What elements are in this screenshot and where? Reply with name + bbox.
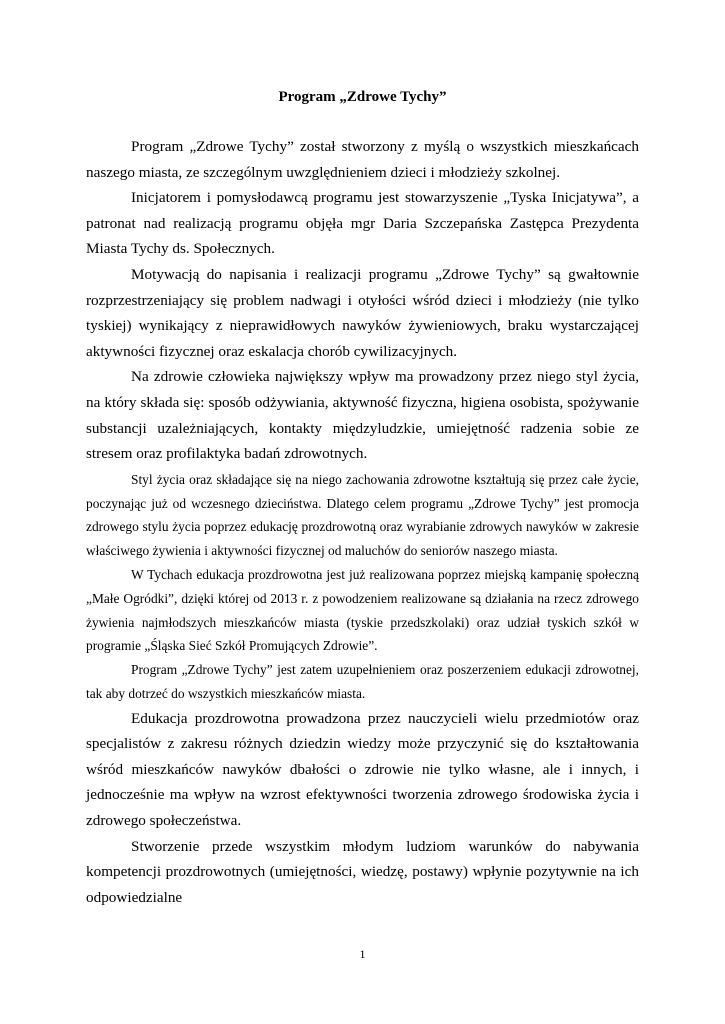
paragraph-program-goal: Styl życia oraz składające się na niego zachowania zdrowotne kształtują się przez całe życie, poczynając już od wczesnego dzieciństwa. Dlatego celem programu „Zdrowe Tychy” jest promocja zdrowego stylu życia poprzez edukację prozdrowotną oraz wyrabianie zdrowych nawyków w zakresie właściwego żywienia i aktywności fizycznej od maluchów do seniorów naszego miasta. — [86, 471, 639, 559]
paragraph-competences: Stworzenie przede wszystkim młodym ludziom warunków do nabywania kompetencji prozdrowotnych (umiejętności, wiedzę, postawy) wpłynie pozytywnie na ich odpowiedzialne — [86, 837, 639, 906]
page-number: 1 — [359, 947, 366, 961]
paragraph-intro: Program „Zdrowe Tychy” został stworzony z myślą o wszystkich mieszkańcach naszego miasta, ze szczególnym uwzględnieniem dzieci i młodzieży szkolnej. — [86, 138, 639, 181]
document-page — [86, 88, 639, 910]
paragraph-supplement: Program „Zdrowe Tychy” jest zatem uzupełnieniem oraz poszerzeniem edukacji zdrowotnej, tak aby dotrzeć do wszystkich mieszkańców miasta. — [86, 662, 639, 701]
paragraph-health-education: Edukacja prozdrowotna prowadzona przez nauczycieli wielu przedmiotów oraz specjalistów z zakresu różnych dziedzin wiedzy może przyczynić się do kształtowania wśród mieszkańców nawyków dbałości o zdrowie nie tylko własne, ale i innych, i jednocześnie ma wpływ na wzrost efektywności tworzenia zdrowego środowiska życia i zdrowego społeczeństwa. — [86, 709, 639, 830]
paragraph-initiator: Inicjatorem i pomysłodawcą programu jest stowarzyszenie „Tyska Inicjatywa”, a patronat nad realizacją programu objęła mgr Daria Szczepańska Zastępca Prezydenta Miasta Tychy ds. Społecznych. — [86, 189, 639, 258]
paragraph-tychy-education: W Tychach edukacja prozdrowotna jest już realizowana poprzez miejską kampanię społeczną „Małe Ogródki”, dzięki której od 2013 r. z powodzeniem realizowane są działania na rzecz zdrowego żywienia najmłodszych mieszkańców miasta (tyskie przedszkolaki) oraz udział tyskich szkół w programie „Śląska Sieć Szkół Promujących Zdrowie”. — [86, 566, 639, 654]
paragraph-lifestyle: Na zdrowie człowieka największy wpływ ma prowadzony przez niego styl życia, na który składa się: sposób odżywiania, aktywność fizyczna, higiena osobista, spożywanie substancji uzależniających, kontakty międzyludzkie, umiejętność radzenia sobie ze stresem oraz profilaktyka badań zdrowotnych. — [86, 368, 639, 463]
document-title: Program „Zdrowe Tychy” — [278, 89, 447, 105]
paragraph-motivation: Motywacją do napisania i realizacji programu „Zdrowe Tychy” są gwałtownie rozprzestrzeniający się problem nadwagi i otyłości wśród dzieci i młodzieży (nie tylko tyskiej) wynikający z nieprawidłowych nawyków żywieniowych, braku wystarczającej aktywności fizycznej oraz eskalacja chorób cywilizacyjnych. — [86, 265, 639, 360]
